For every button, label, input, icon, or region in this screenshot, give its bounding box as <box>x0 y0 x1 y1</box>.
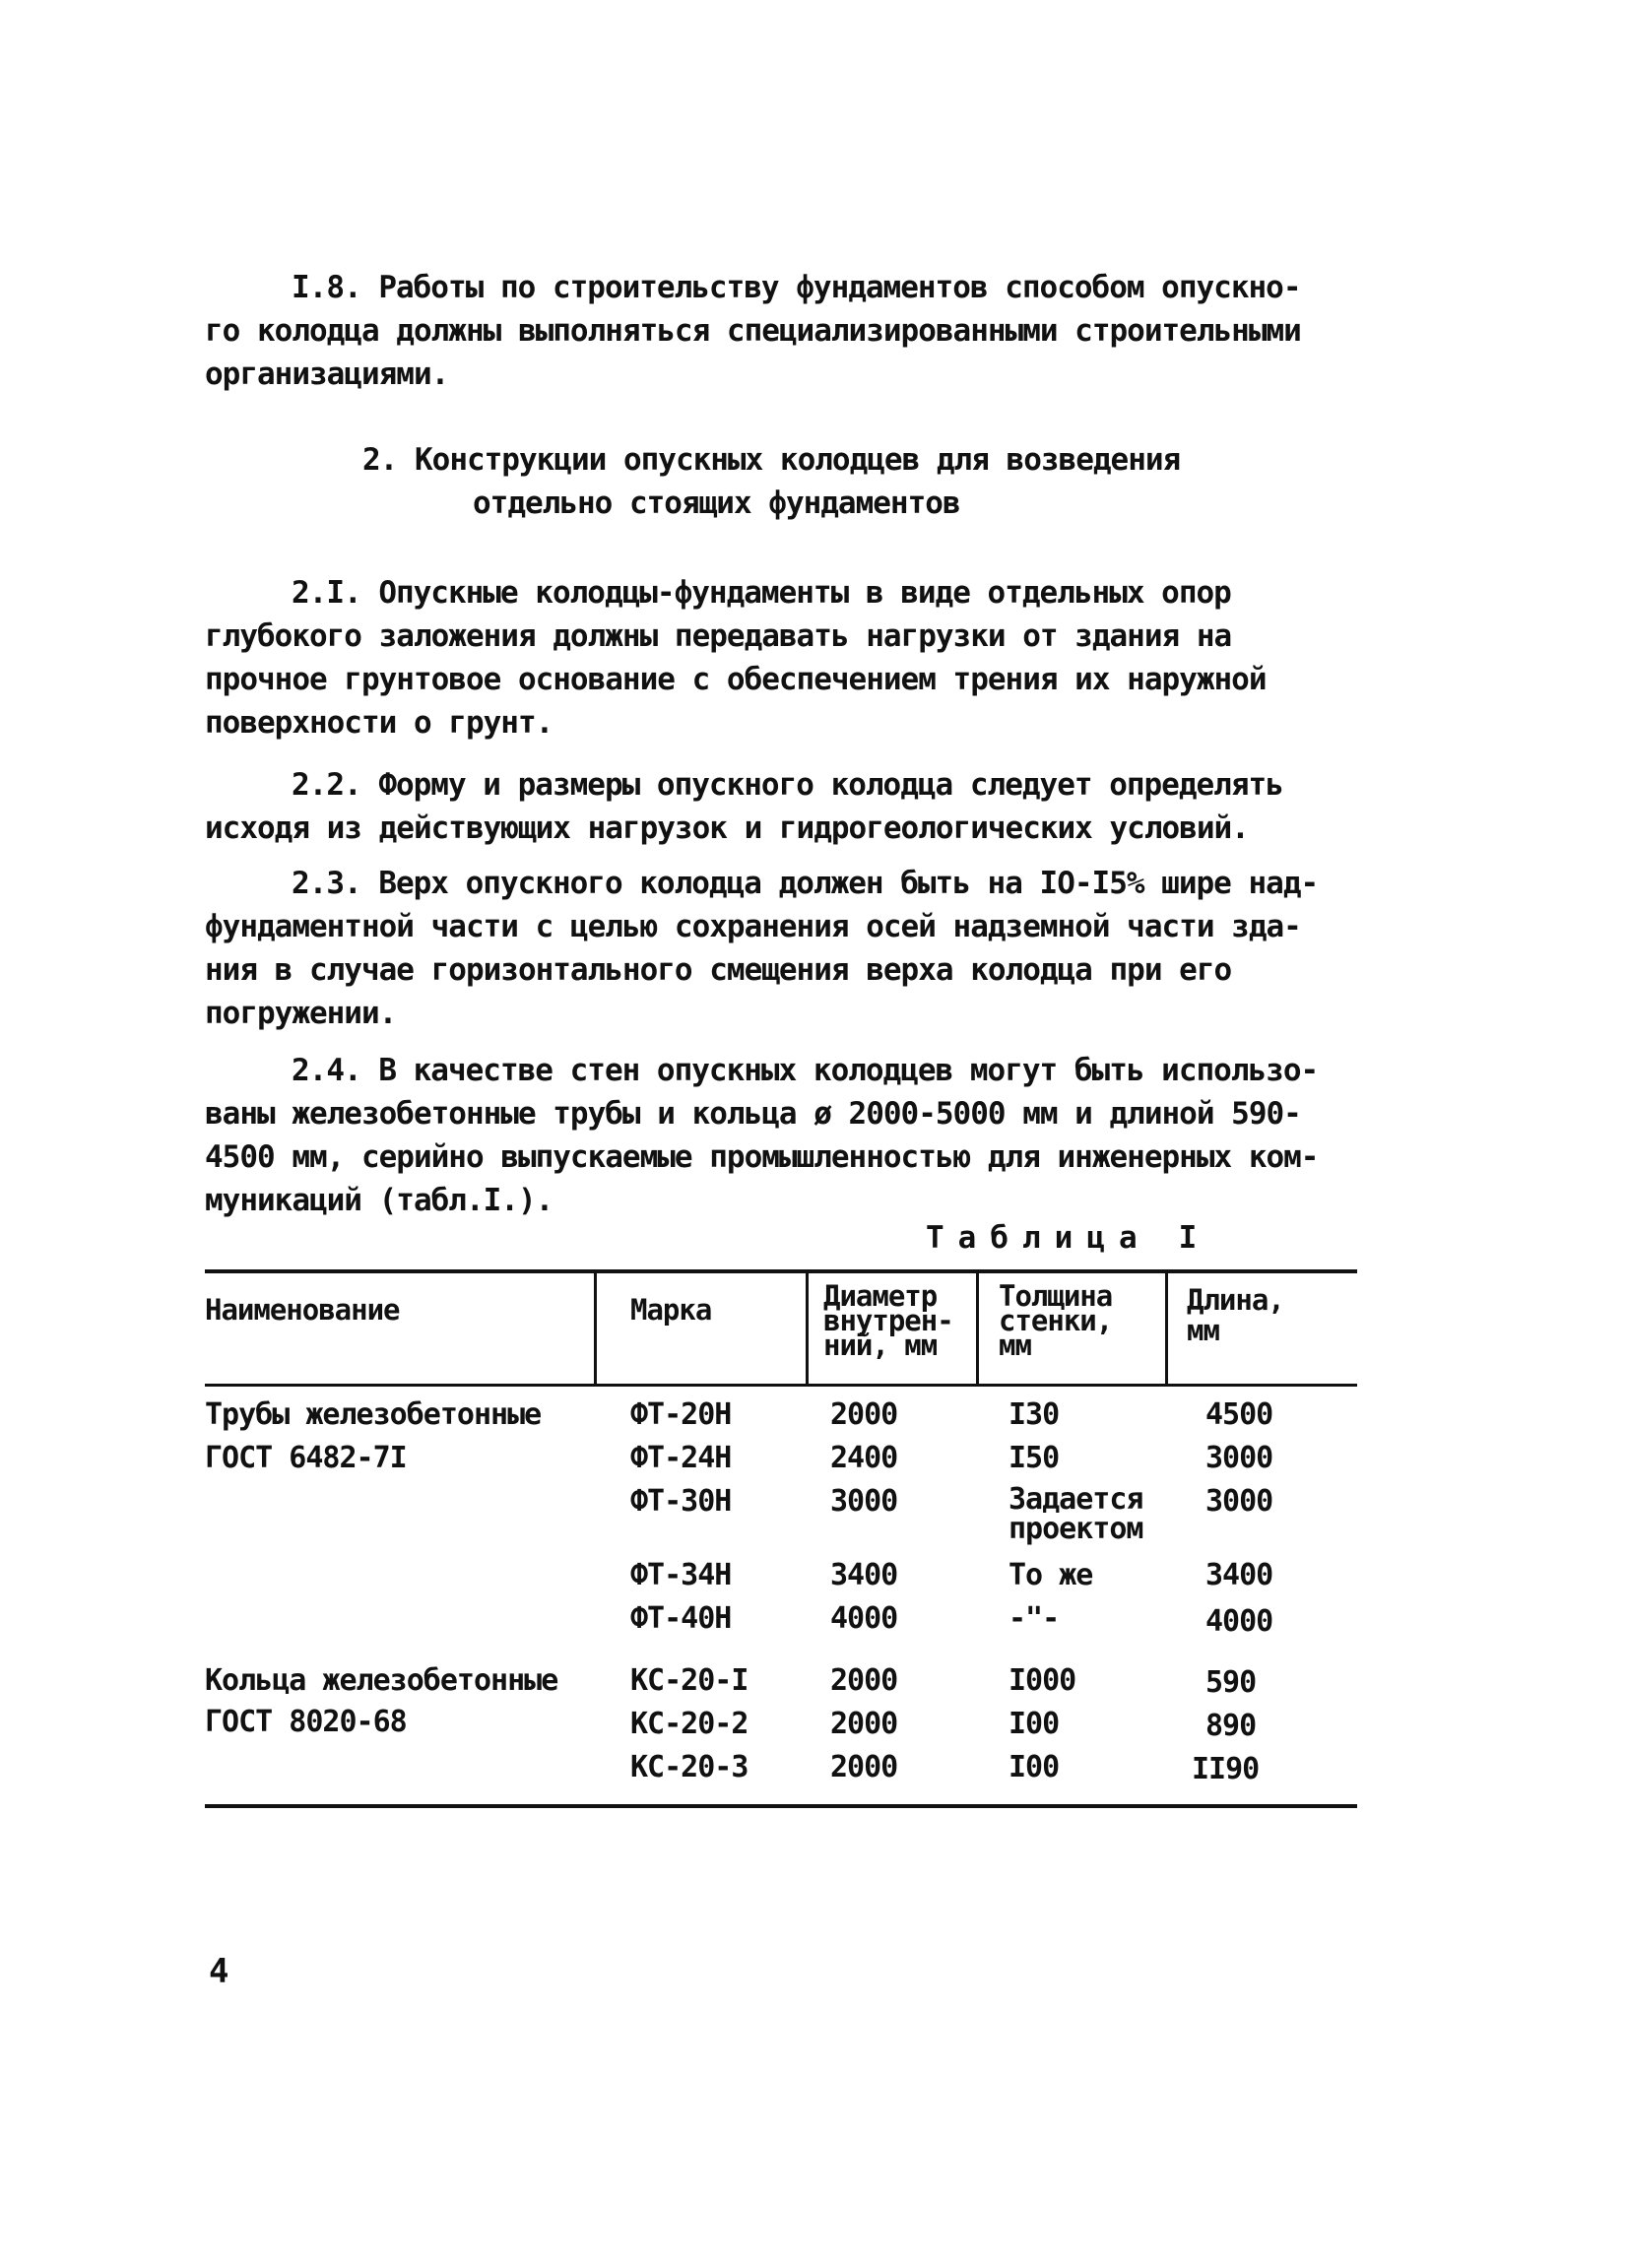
header-mark <box>630 1293 712 1327</box>
cell-length: 3400 <box>1205 1558 1273 1592</box>
header-text: ний, мм <box>823 1328 938 1362</box>
header-column-separator <box>806 1271 809 1386</box>
paragraph-line: ваны железобетонные трубы и кольца ø 2000-5000 мм и длиной 590- <box>205 1096 1301 1132</box>
group-name-line: ГОСТ 6482-7I <box>205 1441 407 1475</box>
cell-mark: КС-20-I <box>630 1663 748 1698</box>
cell-diameter: 2000 <box>830 1707 898 1741</box>
group-name-rings <box>205 1664 557 1739</box>
paragraph-1-8 <box>205 266 1347 396</box>
cell-diameter: 2400 <box>830 1441 898 1475</box>
heading-line-2: отдельно стоящих фундаментов <box>473 486 960 521</box>
paragraph-line: ния в случае горизонтального смещения верха колодца при его <box>205 952 1232 988</box>
paragraph-line: прочное грунтовое основание с обеспечением трения их наружной <box>205 662 1267 697</box>
paragraph-line: глубокого заложения должны передавать нагрузки от здания на <box>205 618 1232 654</box>
cell-thickness-line: проектом <box>1009 1512 1143 1546</box>
table-caption <box>926 1216 1210 1260</box>
cell-thickness: I000 <box>1009 1663 1076 1698</box>
header-column-separator <box>1165 1271 1168 1386</box>
cell-diameter: 2000 <box>830 1750 898 1784</box>
header-text: Толщина <box>999 1279 1113 1313</box>
page-number: 4 <box>209 1952 228 1991</box>
group-name-line: ГОСТ 8020-68 <box>205 1705 407 1739</box>
cell-thickness: То же <box>1009 1558 1093 1592</box>
group-name-line: Кольца железобетонные <box>205 1663 558 1698</box>
paragraph-line: поверхности о грунт. <box>205 705 553 741</box>
section-heading <box>205 438 1347 525</box>
cell-thickness: I00 <box>1009 1750 1060 1784</box>
paragraph-line: 2.I. Опускные колодцы-фундаменты в виде отдельных опор <box>292 575 1231 611</box>
cell-thickness: I30 <box>1009 1397 1060 1432</box>
paragraph-line: го колодца должны выполняться специализированными строительными <box>205 313 1301 349</box>
cell-thickness: I50 <box>1009 1441 1060 1475</box>
header-text: мм <box>1187 1314 1219 1347</box>
group-name-line: Трубы железобетонные <box>205 1397 542 1432</box>
cell-length: 4500 <box>1205 1397 1273 1432</box>
paragraph-line: фундаментной части с целью сохранения осей надземной части зда- <box>205 909 1301 944</box>
cell-length: 590 <box>1205 1665 1257 1700</box>
cell-mark: КС-20-2 <box>630 1707 748 1741</box>
cell-diameter: 2000 <box>830 1663 898 1698</box>
header-text: Наименование <box>205 1293 400 1327</box>
cell-diameter: 3400 <box>830 1558 898 1592</box>
table-caption-number: I <box>1178 1220 1211 1256</box>
paragraph-line: муникаций (табл.I.). <box>205 1183 553 1218</box>
header-text: мм <box>999 1328 1031 1362</box>
paragraph-line: организациями. <box>205 356 449 392</box>
paragraph-2-3 <box>205 862 1347 1035</box>
cell-mark: ФТ-20Н <box>630 1397 732 1432</box>
cell-length: 4000 <box>1205 1604 1273 1639</box>
heading-line-1: 2. Конструкции опускных колодцев для возведения <box>362 442 1181 478</box>
cell-thickness: I00 <box>1009 1707 1060 1741</box>
cell-thickness: -"- <box>1009 1601 1060 1636</box>
header-diameter <box>823 1279 953 1362</box>
table-caption-label: Таблица <box>926 1220 1151 1256</box>
paragraph-2-4 <box>205 1049 1347 1222</box>
paragraph-line: 2.2. Форму и размеры опускного колодца следует определять <box>292 767 1283 803</box>
paragraph-line: 4500 мм, серийно выпускаемые промышленностью для инженерных ком- <box>205 1139 1319 1175</box>
paragraph-line: I.8. Работы по строительству фундаментов способом опускно- <box>292 270 1301 305</box>
paragraph-2-1 <box>205 571 1347 745</box>
header-thickness <box>999 1279 1113 1362</box>
header-name <box>205 1293 400 1327</box>
header-text: Марка <box>630 1293 712 1327</box>
cell-mark: ФТ-30Н <box>630 1484 732 1519</box>
paragraph-line: погружении. <box>205 996 397 1031</box>
header-text: Диаметр <box>823 1279 938 1313</box>
paragraph-line: 2.3. Верх опускного колодца должен быть на IO-I5% шире над- <box>292 866 1319 901</box>
header-text: стенки, <box>999 1304 1113 1337</box>
cell-mark: ФТ-24Н <box>630 1441 732 1475</box>
cell-length: 890 <box>1205 1709 1257 1743</box>
header-length <box>1187 1283 1284 1347</box>
cell-thickness <box>1009 1482 1143 1546</box>
table-top-rule <box>205 1269 1357 1273</box>
table-header-rule <box>205 1384 1357 1387</box>
cell-thickness-line: Задается <box>1009 1482 1143 1517</box>
paragraph-line: исходя из действующих нагрузок и гидрогеологических условий. <box>205 810 1249 846</box>
header-column-separator <box>594 1271 597 1386</box>
header-text: внутрен- <box>823 1304 953 1337</box>
cell-length: 3000 <box>1205 1441 1273 1475</box>
cell-mark: КС-20-3 <box>630 1750 748 1784</box>
cell-mark: ФТ-34Н <box>630 1558 732 1592</box>
cell-diameter: 4000 <box>830 1601 898 1636</box>
cell-diameter: 2000 <box>830 1397 898 1432</box>
paragraph-2-2 <box>205 763 1347 850</box>
header-column-separator <box>976 1271 979 1386</box>
cell-diameter: 3000 <box>830 1484 898 1519</box>
cell-length: 3000 <box>1205 1484 1273 1519</box>
cell-length: II90 <box>1192 1752 1260 1786</box>
paragraph-line: 2.4. В качестве стен опускных колодцев могут быть использо- <box>292 1053 1319 1088</box>
cell-mark: ФТ-40Н <box>630 1601 732 1636</box>
header-text: Длина, <box>1187 1283 1284 1317</box>
group-name-pipes <box>205 1398 541 1475</box>
table-bottom-rule <box>205 1804 1357 1808</box>
